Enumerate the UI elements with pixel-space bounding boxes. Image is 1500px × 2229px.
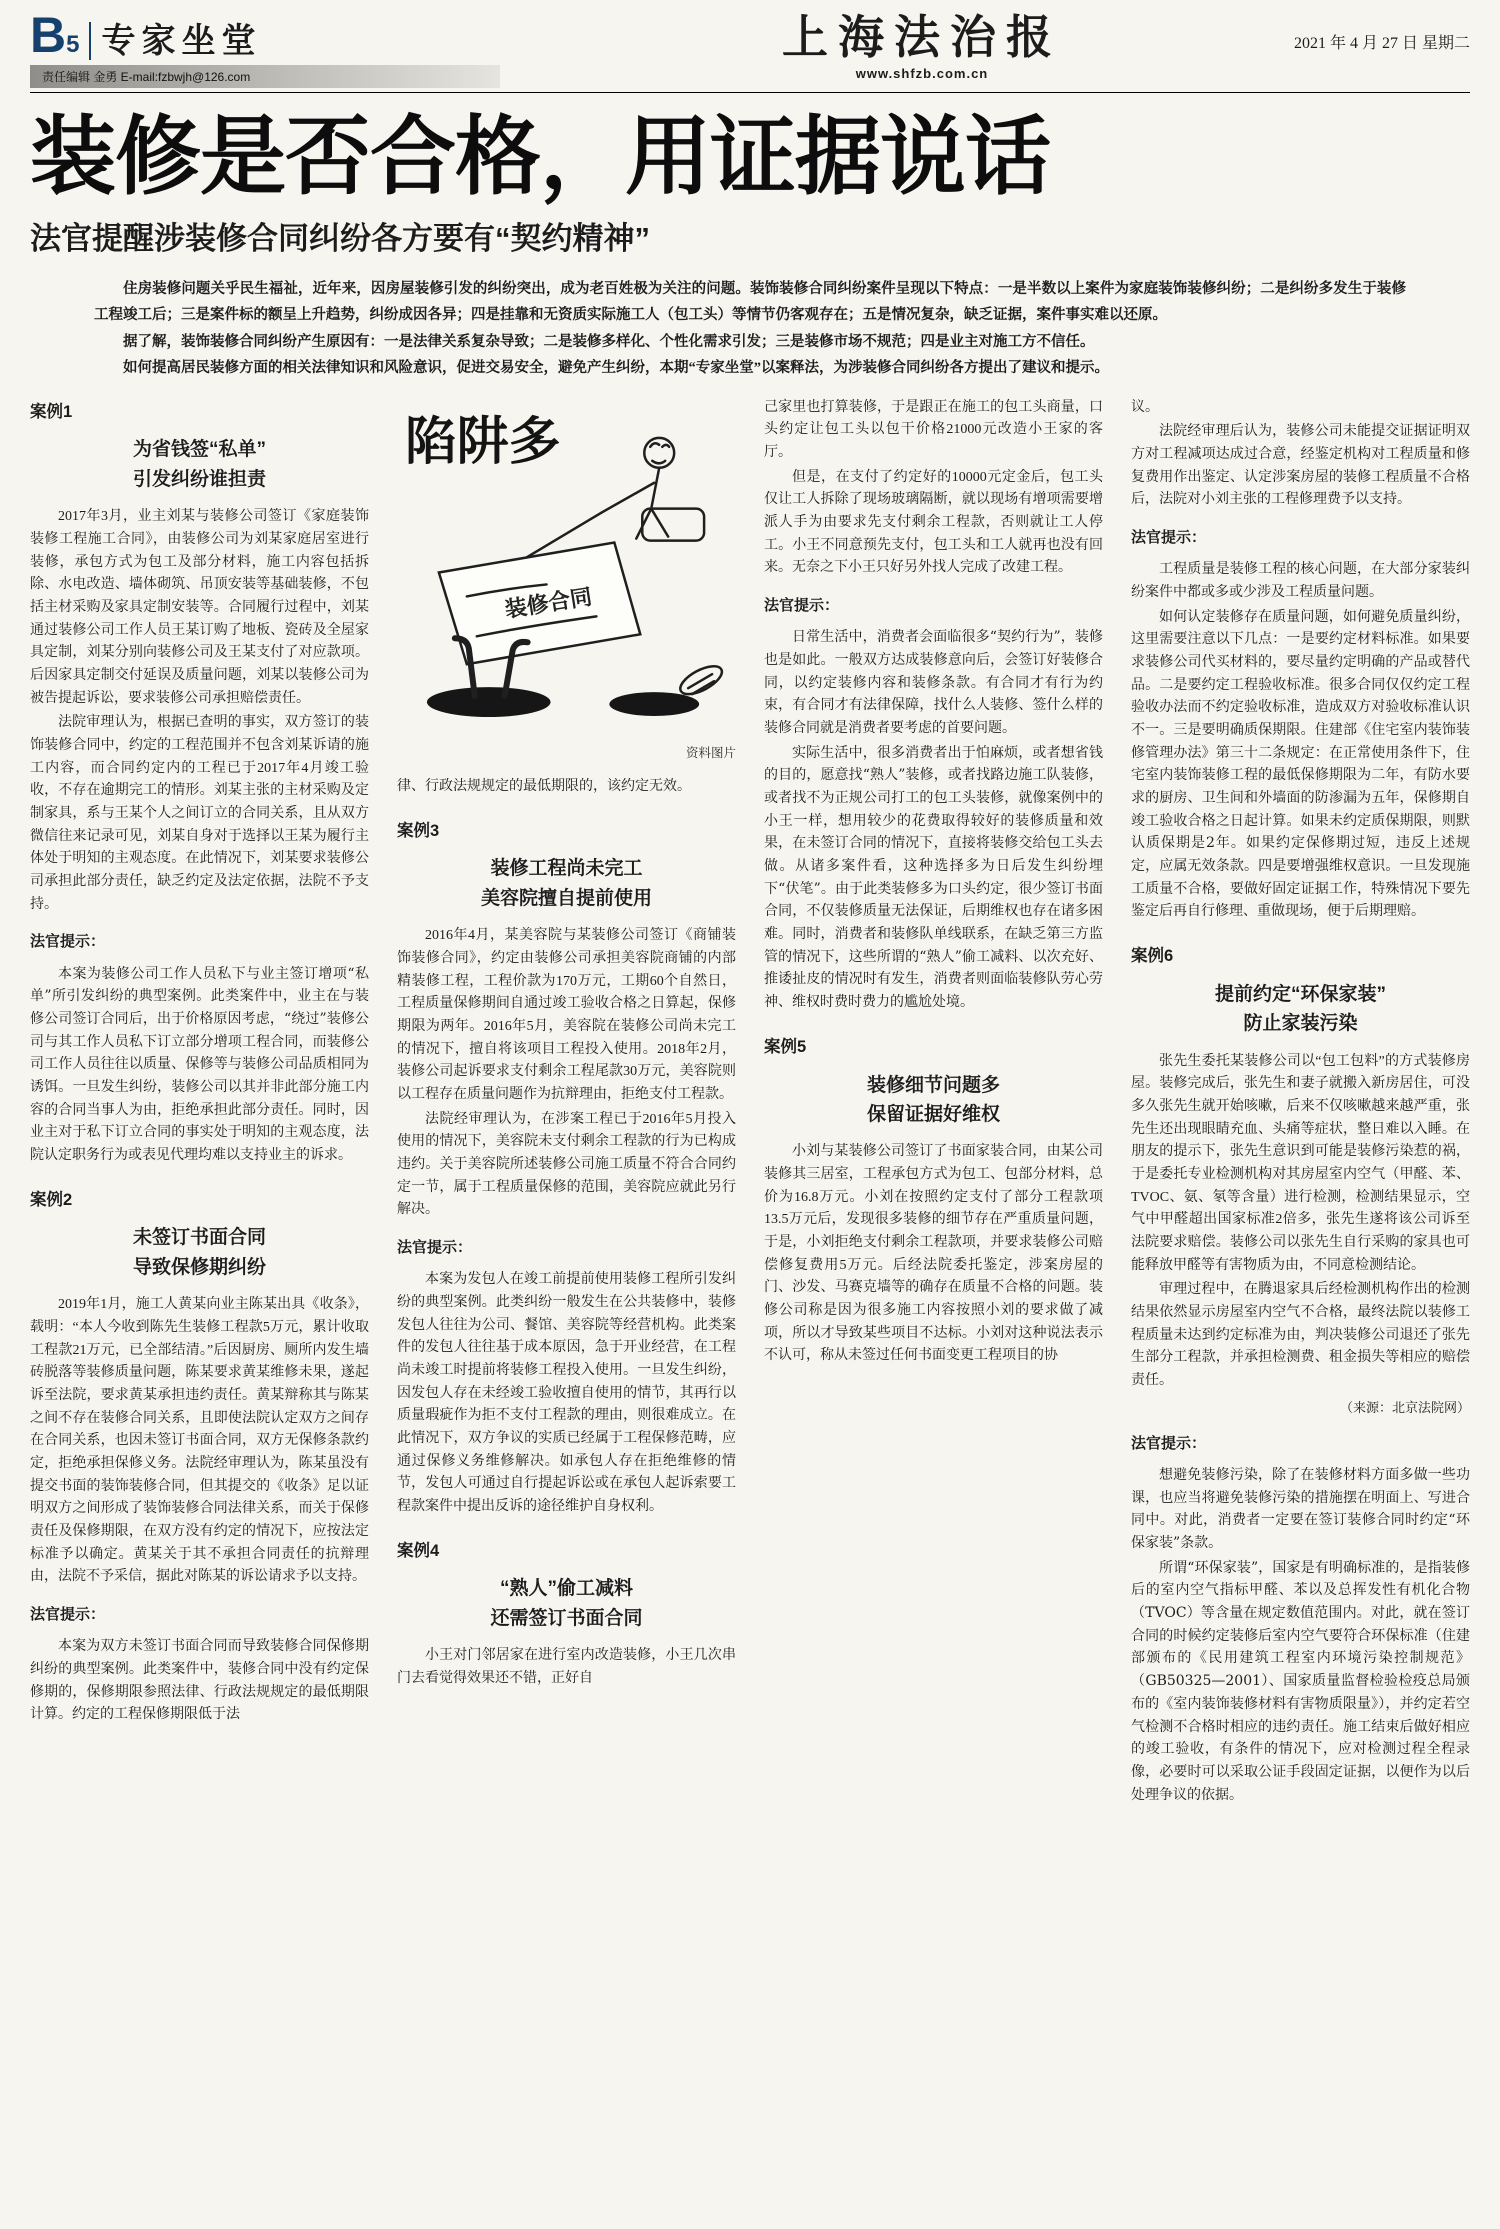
intro-paragraph: 如何提高居民装修方面的相关法律知识和风险意识，促进交易安全，避免产生纠纷，本期“专家坐堂”以案释法，为涉装修合同纠纷各方提出了建议和提示。 (123, 359, 1109, 376)
page-badge-number: 5 (66, 31, 80, 58)
article-columns (30, 397, 1470, 2157)
case2-tip (30, 1635, 369, 1726)
column-4 (1131, 397, 1470, 2157)
case1-tip-text: 本案为装修公司工作人员私下与业主签订增项“私单”所引发纠纷的典型案例。此类案件中，业主在与装修公司签订合同后，出于价格原因考虑，“绕过”装修公司与其工作人员私下订立部分增项工程合同，而装修公司工作人员往往以质量、保修等与装修公司品质相同为诱饵。一旦发生纠纷，装修公司以其并非此部分施工内容的合同当事人为由，拒绝承担此部分责任。同时，因业主对于私下订立合同的事实处于明知的主观态度，法院认定职务行为或表见代理均难以支持业主的诉求。 (30, 965, 369, 1164)
case3-label: 案例3 (397, 821, 440, 840)
case5-title (764, 1071, 1103, 1130)
cartoon-svg (397, 397, 736, 741)
newspaper-website: www.shfzb.com.cn (855, 65, 989, 81)
case1-title-line1: 为省钱签“私单” (132, 439, 266, 461)
case1-title-line2: 引发纠纷谁担责 (132, 468, 266, 490)
case5-title-line2: 保留证据好维权 (866, 1103, 1000, 1125)
case1-tip (30, 963, 369, 1167)
case2-tip-label: 法官提示： (30, 1606, 106, 1624)
case1-tip-label: 法官提示： (30, 933, 106, 951)
sub-headline: 法官提醒涉装修合同纠纷各方要有“契约精神” (30, 221, 650, 257)
case2-title-line2: 导致保修期纠纷 (132, 1256, 266, 1278)
case6-tip-text: 所谓“环保家装”，国家是有明确标准的，是指装修后的室内空气指标甲醛、苯以及总挥发性有机化合物（TVOC）等含量在规定数值范围内。对此，就在签订合同的时候约定装修后室内空气要符合环保标准（住建部颁布的《民用建筑工程室内环境污染控制规范》（GB50325—2001）、国家质量监督检验检疫总局颁布的《室内装饰装修材料有害物质限量》），并约定若空气检测不合格时相应的违约责任。施工结束后做好相应的竣工验收，有条件的情况下，应对检测过程全程录像，必要时可以采取公证手段固定证据，以便作为以后处理争议的依据。 (1131, 1559, 1470, 1803)
column-1 (30, 397, 369, 2157)
page-number-badge (30, 7, 80, 63)
case2-title-line1: 未签订书面合同 (132, 1227, 266, 1249)
case1-paragraph: 2017年3月，业主刘某与装修公司签订《家庭装饰装修工程施工合同》，由装修公司为刘某家庭居室进行装修，承包方式为包工及部分材料，施工内容包括拆除、水电改造、墙体砌筑、吊顶安装等基础装修，不包括主材采购及家具定制安装等。合同履行过程中，刘某通过装修公司工作人员王某订购了地板、瓷砖及全屋家具定制，刘某分别向装修公司及王某支付了对应款项。后因家具定制交付延误及质量问题，刘某以装修公司为被告提起诉讼，要求装修公司承担赔偿责任。 (30, 509, 369, 706)
case5-tip-text: 如何认定装修存在质量问题，如何避免质量纠纷，这里需要注意以下几点：一是要约定材料标准。如果要求装修公司代买材料的，要尽量约定明确的产品或替代品。二是要约定工程验收标准。很多合同仅仅约定工程验收办法而不约定验收标准，造成双方对验收标准认识不一。三是要明确质保期限。住建部《住宅室内装饰装修管理办法》第三十二条规定：在正常使用条件下，住宅室内装饰装修工程的最低保修期限为二年，有防水要求的厨房、卫生间和外墙面的防渗漏为五年，保修期自竣工验收合格之日起计算。如果未约定质保期限，则默认质保期是2年。如果约定保修期过短，违反上述规定，应属无效条款。四是要增强维权意识。一旦发现施工质量不合格，要做好固定证据工作，特殊情况下要先鉴定后再自行修理、重做现场，便于后期理赔。 (1131, 608, 1470, 920)
case3-paragraph: 法院经审理认为，在涉案工程已于2016年5月投入使用的情况下，美容院未支付剩余工程款的行为已构成违约。关于美容院所述装修公司施工质量不符合合同约定一节，属于工程质量保修的范围，美容院应就此另行解决。 (397, 1111, 736, 1218)
open-manhole (609, 660, 726, 715)
case4-tip-text: 日常生活中，消费者会面临很多“契约行为”，装修也是如此。一般双方达成装修意向后，会签订好装修合同，以约定装修内容和装修条款。有合同才有行为约束，有合同才有法律保障，找什么人装修、签什么样的装修合同就是消费者要考虑的首要问题。 (764, 629, 1103, 737)
case3-title (397, 854, 736, 913)
header-left (30, 7, 550, 88)
case6-title (1131, 980, 1470, 1039)
case4-title-line1: “熟人”偷工减料 (499, 1578, 633, 1600)
case6-paragraph: 审理过程中，在腾退家具后经检测机构作出的检测结果依然显示房屋室内空气不合格，最终法院以装修工程质量未达到约定标准为由，判决装修公司退还了张先生部分工程款，并承担检测费、租金损失等相应的赔偿责任。 (1131, 1282, 1470, 1389)
illustration-caption: 资料图片 (685, 745, 736, 760)
header-divider (89, 22, 91, 60)
case5-label: 案例5 (764, 1037, 807, 1056)
case6-paragraph: 张先生委托某装修公司以“包工包料”的方式装修房屋。装修完成后，张先生和妻子就搬入新房居住，可没多久张先生就开始咳嗽，后来不仅咳嗽越来越严重，张先生还出现眼睛充血、头痛等症状，整日难以入睡。在朋友的提示下，张先生意识到可能是装修污染惹的祸，于是委托专业检测机构对其房屋室内空气（甲醛、苯、TVOC、氨、氡等含量）进行检测，检测结果显示，空气中甲醛超出国家标准2倍多，张先生遂将该公司诉至法院要求赔偿。装修公司以张先生自行采购的家具也可能释放甲醛等有害物质为由，不同意检测结论。 (1131, 1053, 1470, 1273)
column-3 (764, 397, 1103, 2157)
newspaper-masthead: 上海法治报 (781, 10, 1062, 64)
case2-label: 案例2 (30, 1190, 73, 1209)
contract-label-text: 装修合同 (503, 583, 594, 622)
illustration-title-text: 陷阱多 (404, 411, 561, 470)
case3-tip-text: 本案为发包人在竣工前提前使用装修工程所引发纠纷的典型案例。此类纠纷一般发生在公共装修中，装修发包人往往为公司、餐馆、美容院等经营机构。此类案件的发包人往往基于成本原因，急于开业经营，在工程尚未竣工时提前将装修工程投入使用。一旦发生纠纷，因发包人存在未经竣工验收擅自使用的情节，其再行以质量瑕疵作为拒不支付工程款的理由，则很难成立。在此情况下，双方争议的实质已经属于工程保修范畴，应通过保修义务维修解决。如承包人存在拒绝维修的情节，发包人可通过自行提起诉讼或在承包人起诉索要工程款案件中提出反诉的途径维护自身权利。 (397, 1271, 736, 1514)
header-rule (30, 92, 1470, 93)
case4-paragraph: 小王对门邻居家在进行室内改造装修，小王几次串门去看觉得效果还不错，正好自 (397, 1648, 736, 1686)
editor-credit-bar: 责任编辑 金勇 E-mail:fzbwjh@126.com (30, 65, 500, 88)
case1-label: 案例1 (30, 402, 73, 421)
case1-paragraph: 法院审理认为，根据已查明的事实，双方签订的装饰装修合同中，约定的工程范围并不包含刘某诉请的施工内容，而合同约定内的工程已于2017年4月竣工验收，不存在逾期完工的情形。刘某主张的主材采购及定制家具，系与王某个人之间订立的合同关系，且从双方微信往来记录可见，刘某自身对于选择以王某为履行主体处于明知的主观态度。在此情况下，刘某要求装修公司承担此部分责任，缺乏约定及法定依据，法院不予支持。 (30, 715, 369, 912)
case2-tip-text-continued: 律、行政法规规定的最低期限的，该约定无效。 (397, 777, 691, 794)
source-attribution: （来源：北京法院网） (1339, 1399, 1470, 1415)
intro-paragraph: 据了解，装饰装修合同纠纷产生原因有：一是法律关系复杂导致；二是装修多样化、个性化需求引发；三是装修市场不规范；四是业主对施工方不信任。 (123, 333, 1095, 350)
case3-title-line1: 装修工程尚未完工 (490, 858, 643, 880)
case6-tip-label: 法官提示： (1131, 1434, 1207, 1452)
column-2 (397, 397, 736, 2157)
case5-tip-label: 法官提示： (1131, 529, 1207, 547)
case6-tip-text: 想避免装修污染，除了在装修材料方面多做一些功课，也应当将避免装修污染的措施摆在明面上、写进合同中。对此，消费者一定要在签订装修合同时约定“环保家装”条款。 (1131, 1467, 1470, 1552)
publication-date: 2021 年 4 月 27 日 星期二 (1293, 35, 1470, 52)
case3-tip-label: 法官提示： (397, 1238, 473, 1256)
case6-tip (1131, 1464, 1470, 1806)
case4-paragraph: 但是，在支付了约定好的10000元定金后，包工头仅让工人拆除了现场玻璃隔断，就以现场有增项需要增派人手为由要求先支付剩余工程款，否则就让工人停工。小王不同意预先支付，包工头和工人就再也没有回来。无奈之下小王只好另外找人完成了改建工程。 (764, 469, 1103, 576)
case4-title-line2: 还需签订书面合同 (490, 1607, 643, 1629)
case6-title-line2: 防止家装污染 (1243, 1013, 1358, 1035)
section-title: 专家坐堂 (101, 21, 262, 60)
case2-tip-continuation (397, 775, 736, 798)
case4-tip-text: 实际生活中，很多消费者出于怕麻烦，或者想省钱的目的，愿意找“熟人”装修，或者找路边施工队装修，或者找不为正规公司打工的包工头装修，就像案例中的小王一样，想用较少的花费取得较好的装修质量和效果，在未签订合同的情况下，直接将装修交给包工头去做。从诸多案件看，这种选择多为日后发生纠纷埋下“伏笔”。由于此类装修多为口头约定，很少签订书面合同，不仅装修质量无法保证，后期维权也存在诸多困难。同时，消费者和装修队单线联系，在缺乏第三方监管的情况下，这些所谓的“熟人”偷工减料、以次充好、推诿扯皮的情况时有发生，消费者则面临装修队劳心劳神、维权时费时费力的尴尬处境。 (764, 744, 1103, 1011)
page-header (30, 7, 1470, 88)
case5-paragraph: 法院经审理后认为，装修公司未能提交证据证明双方对工程减项达成过合意，经鉴定机构对工程质量和修复费用作出鉴定、认定涉案房屋的装修工程质量不合格后，法院对小刘主张的工程修理费予以支持。 (1131, 424, 1470, 508)
case1-title (30, 435, 369, 494)
cartoon-illustration (397, 397, 736, 763)
case3-tip (397, 1268, 736, 1517)
case5-tip-text: 工程质量是装修工程的核心问题，在大部分家装纠纷案件中都或多或少涉及工程质量问题。 (1131, 561, 1470, 601)
case2-title (30, 1223, 369, 1282)
case5-paragraph: 小刘与某装修公司签订了书面家装合同，由某公司装修其三居室，工程承包方式为包工、包部分材料，总价为16.8万元。小刘在按照约定支付了部分工程款项13.5万元后，发现很多装修的细节存在严重质量问题，于是，小刘拒绝支付剩余工程款项，并要求装修公司赔偿修复费用5万元。后经法院委托鉴定，涉案房屋的门、沙发、马赛克墙等的确存在质量不合格的问题。装修公司称是因为很多施工内容按照小刘的要求做了减项，所以才导致某些项目不达标。小刘对这种说法表示不认可，称从未签过任何书面变更工程项目的协 (764, 1144, 1103, 1364)
case4-label: 案例4 (397, 1541, 440, 1560)
case5-paragraph-continued: 议。 (1131, 399, 1159, 415)
case4-title (397, 1574, 736, 1633)
case6-label: 案例6 (1131, 947, 1174, 966)
main-headline: 装修是否合格，用证据说话 (30, 109, 1050, 205)
header-left-top (30, 7, 550, 63)
case5-tip (1131, 558, 1470, 923)
case6-title-line1: 提前约定“环保家装” (1214, 983, 1386, 1005)
masthead-block (550, 10, 1294, 81)
case4-paragraph-continued: 己家里也打算装修，于是跟正在施工的包工头商量，口头约定让包工头以包干价格21000元改造小王家的客厅。 (764, 399, 1103, 461)
case4-tip-label: 法官提示： (764, 597, 840, 615)
case4-tip (764, 626, 1103, 1013)
page-badge-letter: B (30, 7, 67, 63)
case3-title-line2: 美容院擅自提前使用 (480, 887, 652, 909)
article-intro (94, 276, 1406, 380)
case3-paragraph: 2016年4月，某美容院与某装修公司签订《商铺装饰装修合同》，约定由装修公司承担美容院商铺的内部精装修工程，工程价款为170万元，工期60个自然日，工程质量保修期间自通过竣工验收合格之日算起，保修期限为两年。2016年5月，美容院在装修公司尚未完工的情况下，擅自将该项目工程投入使用。2018年2月，装修公司起诉要求支付剩余工程尾款30万元，美容院则以工程存在质量问题作为抗辩理由，拒绝支付工程款。 (397, 928, 736, 1102)
case2-paragraph: 2019年1月，施工人黄某向业主陈某出具《收条》，载明：“本人今收到陈先生装修工程款5万元，累计收取工程款21万元，已全部结清。”后因厨房、厕所内发生墙砖脱落等装修质量问题，陈某要求黄某维修未果，遂起诉至法院，要求黄某承担违约责任。黄某辩称其与陈某之间不存在装修合同关系，且即使法院认定双方之间存在合同关系，也因未签订书面合同，双方无保修条款约定，拒绝承担保修义务。法院经审理认为，陈某虽没有提交书面的装饰装修合同，但其提交的《收条》足以证明双方之间形成了装饰装修合同法律关系，而关于保修责任及保修期限，在双方没有约定的情况下，应按法定标准予以确定。黄某关于其不承担合同责任的抗辩理由，法院不予采信，据此对陈某的诉讼请求予以支持。 (30, 1297, 369, 1585)
case5-title-line1: 装修细节问题多 (866, 1074, 1000, 1096)
intro-paragraph: 住房装修问题关乎民生福祉，近年来，因房屋装修引发的纠纷突出，成为老百姓极为关注的问题。装饰装修合同纠纷案件呈现以下特点：一是半数以上案件为家庭装饰装修纠纷；二是纠纷多发生于装修工程竣工后；三是案件标的额呈上升趋势，纠纷成因各异；四是挂靠和无资质实际施工人（包工头）等情节仍客观存在；五是情况复杂，缺乏证据，案件事实难以还原。 (94, 281, 1406, 324)
case2-tip-text: 本案为双方未签订书面合同而导致装修合同保修期纠纷的典型案例。此类案件中，装修合同中没有约定保修期的，保修期限参照法律、行政法规规定的最低期限计算。约定的工程保修期限低于法 (30, 1638, 369, 1723)
